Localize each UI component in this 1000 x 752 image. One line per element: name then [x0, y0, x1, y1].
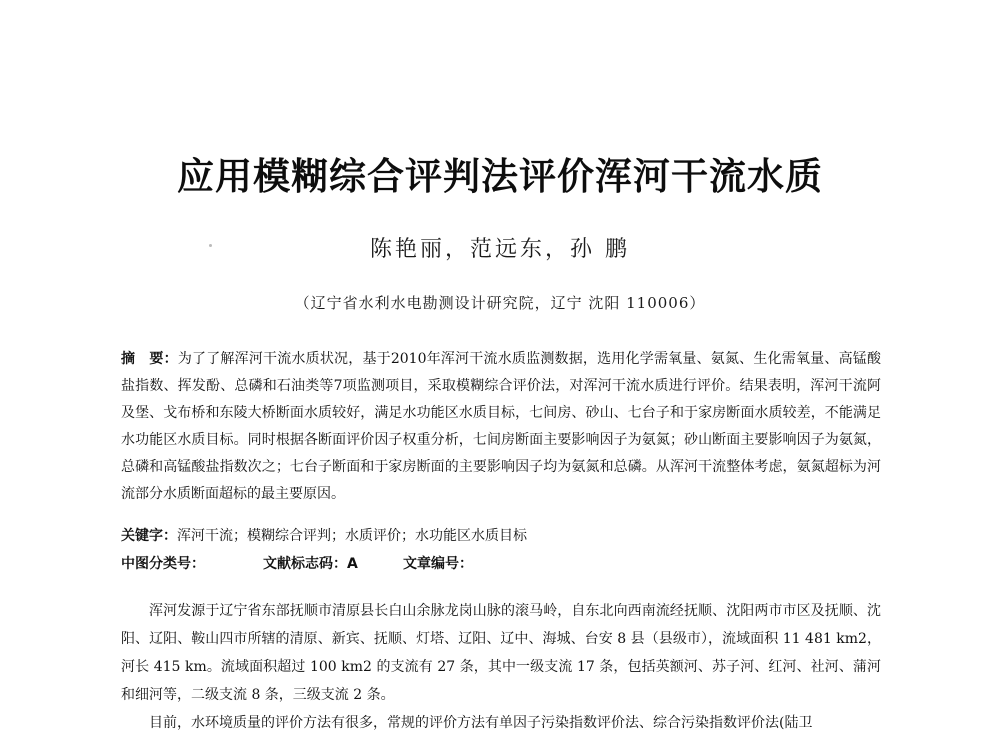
clc-label: 中图分类号：: [121, 556, 205, 572]
body-text: [121, 597, 881, 737]
keywords-text: 浑河干流；模糊综合评判；水质评价；水功能区水质目标: [177, 528, 527, 544]
keywords-label: 关键字：: [121, 528, 177, 544]
abstract-label: 摘 要：: [121, 351, 178, 367]
affiliation: （辽宁省水利水电勘测设计研究院，辽宁 沈阳 110006）: [294, 294, 706, 312]
abstract-text: 为了了解浑河干流水质状况，基于2010年浑河干流水质监测数据，选用化学需氧量、氨氮、生化需氧量、高锰酸盐指数、挥发酚、总磷和石油类等7项监测项目，采取模糊综合评价法，对浑河干流水质进行评价。结果表明，浑河干流阿及堡、戈布桥和东陵大桥断面水质较好，满足水功能区水质目标，七间房、砂山、七台子和于家房断面水质较差，不能满足水功能区水质目标。同时根据各断面评价因子权重分析，七间房断面主要影响因子为氨氮；砂山断面主要影响因子为氨氮，总磷和高锰酸盐指数次之；七台子断面和于家房断面的主要影响因子均为氨氮和总磷。从浑河干流整体考虑，氨氮超标为河流部分水质断面超标的最主要原因。: [121, 351, 881, 502]
keywords: [121, 525, 527, 545]
body-paragraph: 目前，水环境质量的评价方法有很多，常规的评价方法有单因子污染指数评价法、综合污染指数评价法(陆卫: [149, 715, 813, 731]
abstract: [121, 346, 881, 508]
paper-title: 应用模糊综合评判法评价浑河干流水质: [177, 155, 823, 198]
doc-code-label: 文献标志码：A: [263, 556, 358, 572]
article-no-label: 文章编号：: [403, 556, 473, 572]
body-paragraph: 浑河发源于辽宁省东部抚顺市清原县长白山余脉龙岗山脉的滚马岭，自东北向西南流经抚顺、沈阳两市市区及抚顺、沈阳、辽阳、鞍山四市所辖的清原、新宾、抚顺、灯塔、辽阳、辽中、海城、台安 8 县（县级市），流域面积 11 481 km2，河长 415 km。流域面积超过 100 km2 的支流有 27 条，其中一级支流 17 条，包括英额河、苏子河、红河、社河、蒲河和细河等，二级支流 8 条，三级支流 2 条。: [121, 603, 881, 703]
classification-line: [121, 553, 473, 573]
author-list: 陈艳丽，范远东，孙 鹏: [370, 237, 630, 262]
